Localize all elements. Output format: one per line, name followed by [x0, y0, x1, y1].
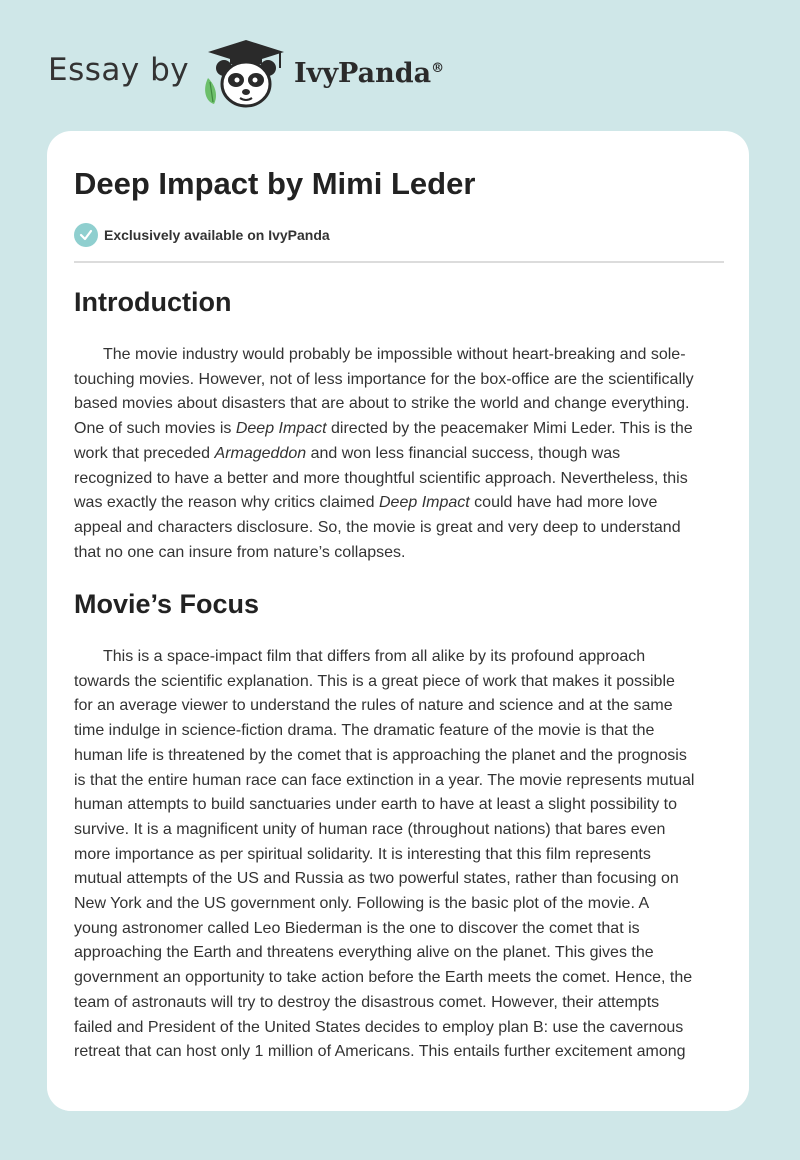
paragraph-line: based movies about disasters that are about to strike the world and change everything. [74, 395, 690, 413]
brand-name[interactable]: IvyPanda® [294, 58, 445, 89]
paragraph-line: time indulge in science-fiction drama. The dramatic feature of the movie is that the [74, 722, 655, 740]
essay-card [47, 131, 749, 1111]
paragraph-line: that no one can insure from nature’s collapses. [74, 543, 406, 561]
paragraph-line: recognized to have a better and more thoughtful scientific approach. Nevertheless, this [74, 469, 688, 487]
paragraph-line: One of such movies is Deep Impact directed by the peacemaker Mimi Leder. This is the [74, 420, 693, 438]
paragraph-line: human attempts to build sanctuaries under earth to have at least a slight possibility to [74, 796, 678, 814]
section-paragraph-introduction [74, 343, 726, 565]
paragraph-line: work that preceded Armageddon and won less financial success, though was [74, 444, 621, 462]
paragraph-line: The movie industry would probably be impossible without heart-breaking and sole- [103, 346, 686, 363]
paragraph-line: This is a space-impact film that differs from all alike by its profound approach [103, 648, 646, 665]
section-heading-movie-focus: Movie’s Focus [74, 589, 260, 619]
paragraph-line: young astronomer called Leo Biederman is the one to discover the comet that is [74, 919, 640, 937]
paragraph-line: team of astronauts will try to destroy the disastrous comet. However, their attempts [74, 993, 660, 1011]
paragraph-line: more importance as per spiritual solidarity. It is interesting that this film represents [74, 845, 651, 863]
paragraph-line: was exactly the reason why critics claimed Deep Impact could have had more love [74, 494, 658, 512]
paragraph-line: failed and President of the United States decides to employ plan B: use the cavernous [74, 1018, 684, 1036]
essay-by-label: Essay by [48, 52, 190, 88]
paragraph-line: for an average viewer to understand the rules of nature and science and at the same [74, 697, 673, 715]
check-icon [74, 223, 98, 247]
paragraph-line: touching movies. However, not of less importance for the box-office are the scientifically [74, 370, 694, 388]
exclusive-label: Exclusively available on IvyPanda [104, 227, 330, 243]
section-heading-introduction: Introduction [74, 287, 232, 317]
paragraph-line: government an opportunity to take action before the Earth meets the comet. Hence, the [74, 969, 693, 987]
paragraph-line: human life is threatened by the comet that is approaching the planet and the prognosis [74, 746, 687, 764]
paragraph-line: mutual attempts of the US and Russia as two powerful states, rather than focusing on [74, 870, 679, 888]
exclusive-badge [74, 223, 330, 247]
paragraph-line: appeal and characters disclosure. So, the movie is great and very deep to understand [74, 518, 681, 536]
paragraph-line: New York and the US government only. Following is the basic plot of the movie. A [74, 895, 650, 913]
page-title: Deep Impact by Mimi Leder [74, 166, 476, 201]
section-paragraph-movie-focus [74, 645, 726, 1065]
paragraph-line: towards the scientific explanation. This is a great piece of work that makes it possible [74, 672, 675, 690]
paragraph-line: survive. It is a magnificent unity of human race (throughout nations) that bares even [74, 820, 666, 838]
paragraph-line: is that the entire human race can face extinction in a year. The movie represents mutual [74, 771, 695, 789]
panda-logo-icon[interactable] [200, 38, 292, 110]
divider [74, 261, 724, 263]
site-header [48, 38, 548, 110]
paragraph-line: approaching the Earth and threatens everything alive on the planet. This gives the [74, 944, 654, 962]
content-fade [47, 1071, 749, 1111]
paragraph-line: retreat that can host only 1 million of Americans. This entails further excitement among [74, 1043, 686, 1061]
